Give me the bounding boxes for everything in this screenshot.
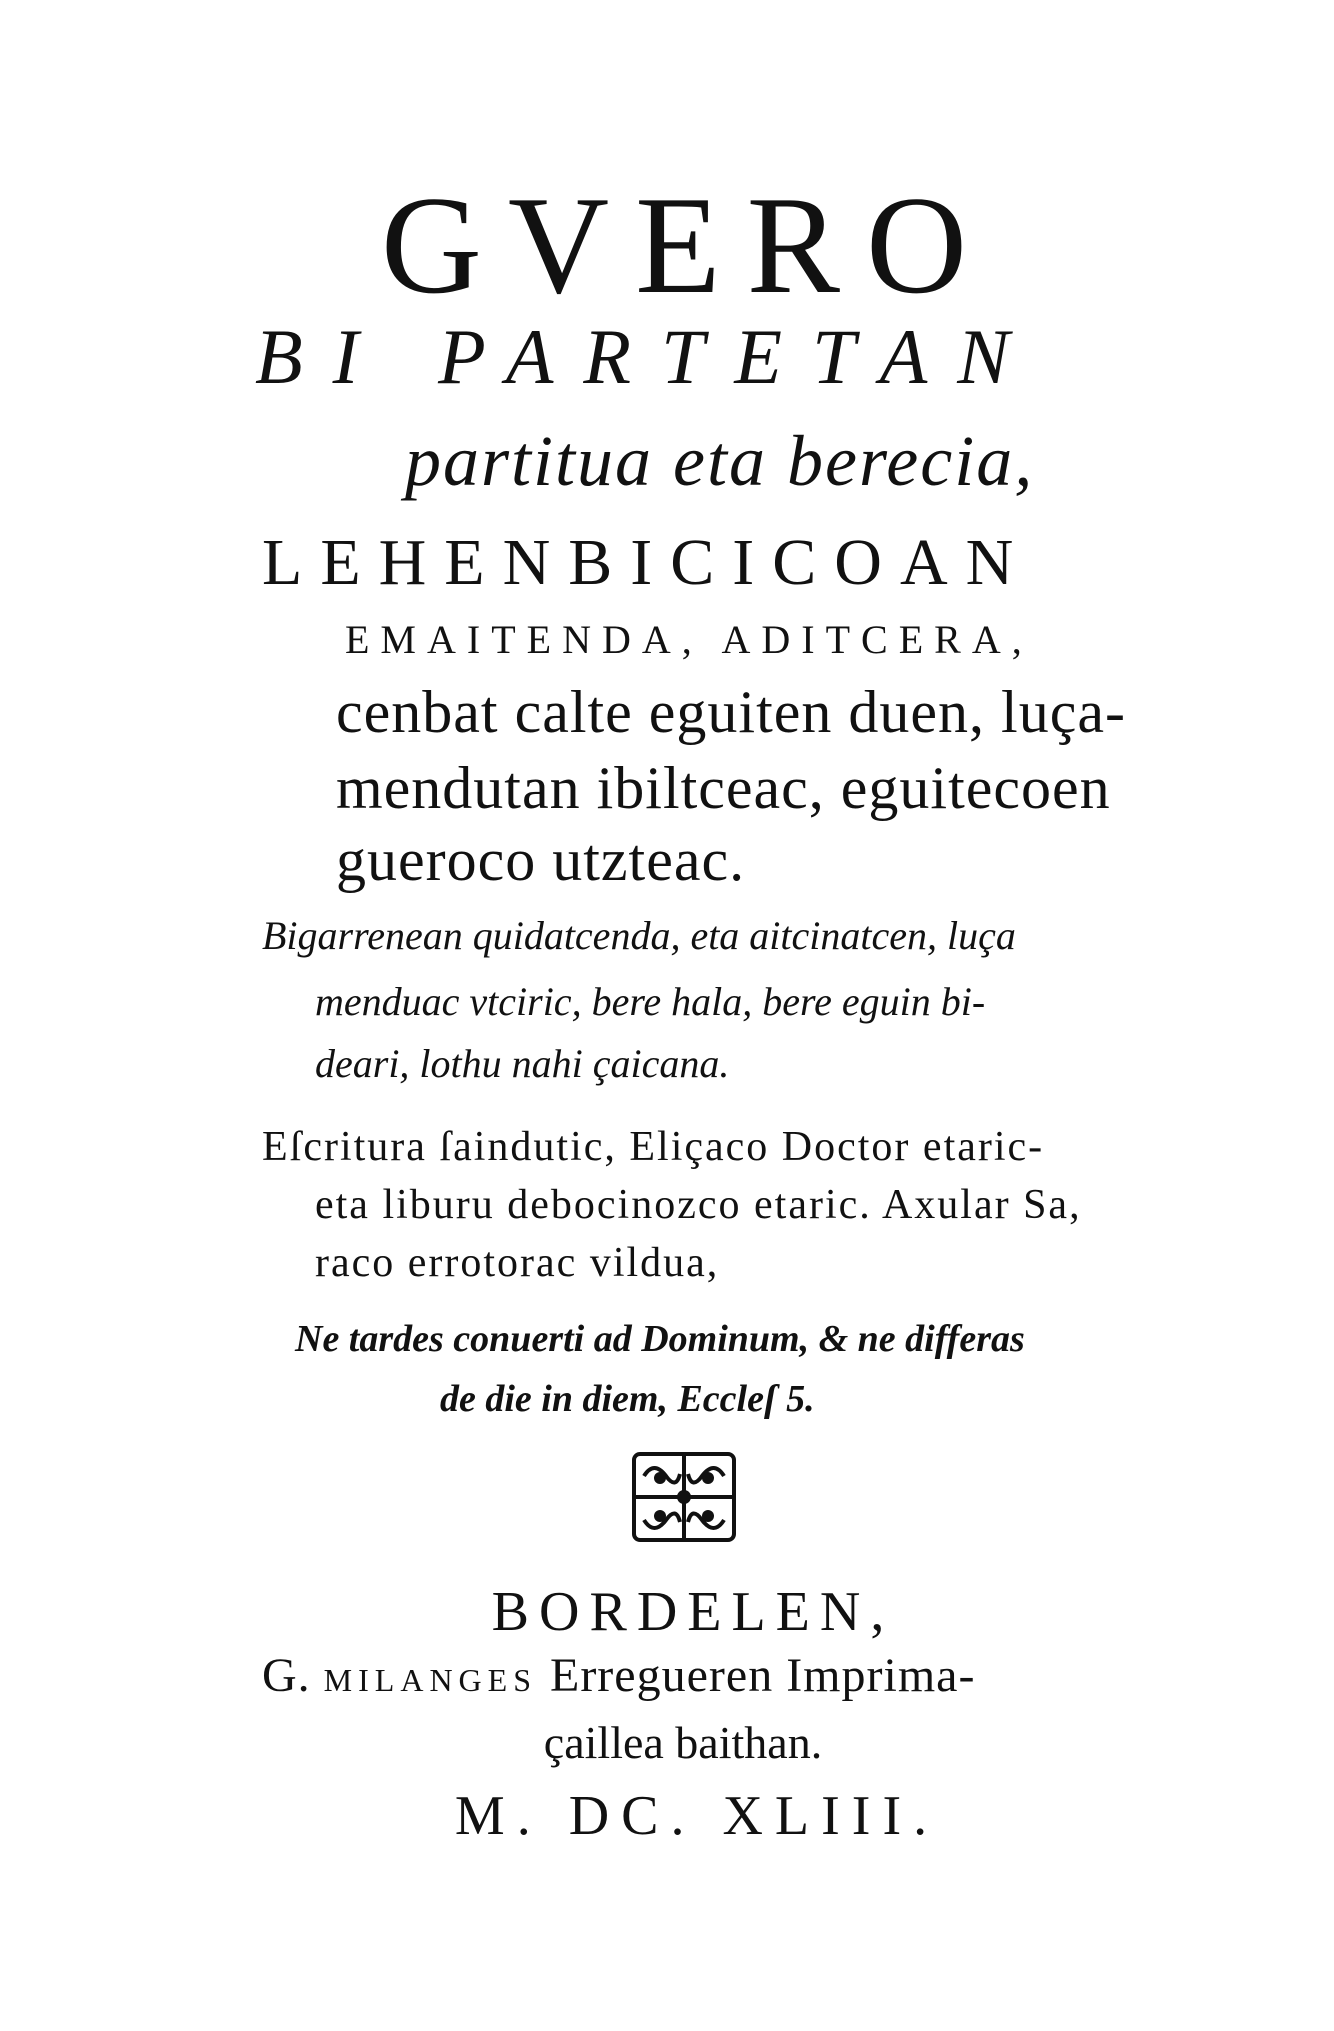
subtitle-continuation: partitua eta berecia, xyxy=(405,421,1035,501)
latin-epigraph-line: Ne tardes conuerti ad Dominum, & ne differas xyxy=(295,1318,1025,1360)
imprint-year: M. DC. XLIII. xyxy=(454,1785,940,1847)
description-line: cenbat calte eguiten duen, luça- xyxy=(336,679,1126,745)
book-subtitle: BI PARTETAN xyxy=(255,313,1040,400)
latin-epigraph-line: de die in diem, Eccleſ 5. xyxy=(440,1378,815,1420)
section-heading-large: LEHENBICICOAN xyxy=(262,526,1032,599)
section-heading-small: EMAITENDA, ADITCERA, xyxy=(345,617,1033,662)
book-title: GVERO xyxy=(380,168,994,323)
imprint-printer xyxy=(262,1649,976,1702)
second-part-line: Bigarrenean quidatcenda, eta aitcinatcen, luça xyxy=(262,913,1016,958)
second-part-line: menduac vtciric, bere hala, bere eguin bi- xyxy=(315,979,986,1024)
sources-line: Eſcritura ſaindutic, Eliçaco Doctor etaric- xyxy=(262,1124,1045,1170)
printer-name: MILANGES xyxy=(323,1662,537,1698)
printer-title: Erregueren Imprima- xyxy=(550,1649,976,1702)
printer-initial: G. xyxy=(262,1649,311,1702)
imprint-printer-continued: çaillea baithan. xyxy=(543,1717,823,1768)
second-part-line: deari, lothu nahi çaicana. xyxy=(315,1041,730,1086)
printers-ornament-icon xyxy=(630,1450,738,1544)
description-line: mendutan ibiltceac, eguitecoen xyxy=(336,755,1111,821)
sources-line: raco errotorac vildua, xyxy=(315,1240,720,1286)
imprint-place: BORDELEN, xyxy=(491,1581,895,1643)
sources-line: eta liburu debocinozco etaric. Axular Sa, xyxy=(315,1182,1082,1228)
description-line: gueroco utzteac. xyxy=(336,827,746,893)
